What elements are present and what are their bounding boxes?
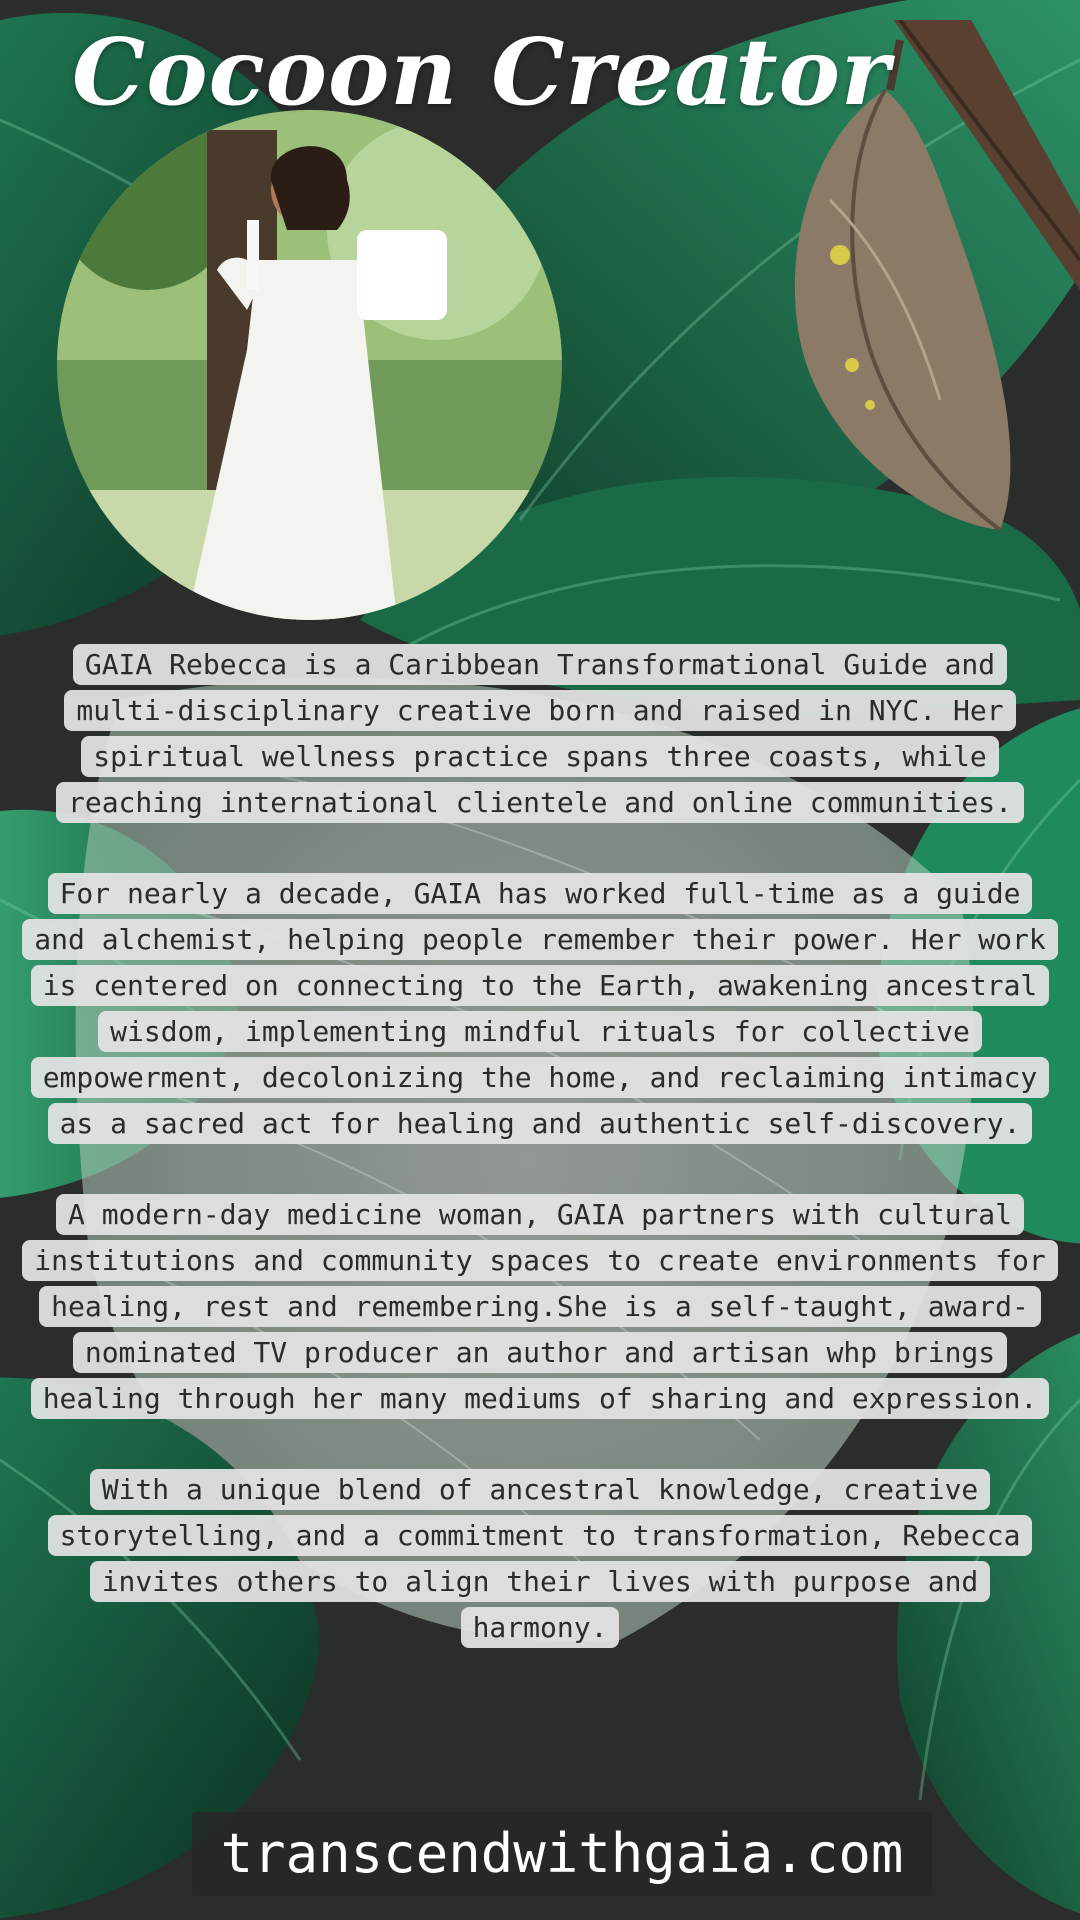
portrait-photo: [57, 110, 562, 620]
bio-paragraph-2: For nearly a decade, GAIA has worked full-time as a guide and alchemist, helping people remember their power. Her work is centered on connecting to the Earth, awakening ancestral wisdom, implementing mindful rituals for collective empowerment, decolonizing the home, and reclaiming intimacy as a sacred act for healing and authentic self-discovery.: [20, 871, 1060, 1147]
website-link[interactable]: transcendwithgaia.com: [192, 1812, 932, 1896]
page-title: Cocoon Creator: [72, 18, 891, 126]
bio-paragraph-4: With a unique blend of ancestral knowledge, creative storytelling, and a commitment to transformation, Rebecca invites others to align their lives with purpose and harmony.: [20, 1467, 1060, 1651]
bio-paragraph-3: A modern-day medicine woman, GAIA partners with cultural institutions and community spaces to create environments for healing, rest and remembering.She is a self-taught, award-nominated TV producer an author and artisan whp brings healing through her many mediums of sharing and expression.: [20, 1192, 1060, 1422]
bio-paragraph-1: GAIA Rebecca is a Caribbean Transformational Guide and multi-disciplinary creative born and raised in NYC. Her spiritual wellness practice spans three coasts, while reaching international clientele and online communities.: [20, 642, 1060, 826]
bio-section: [20, 642, 1060, 1651]
